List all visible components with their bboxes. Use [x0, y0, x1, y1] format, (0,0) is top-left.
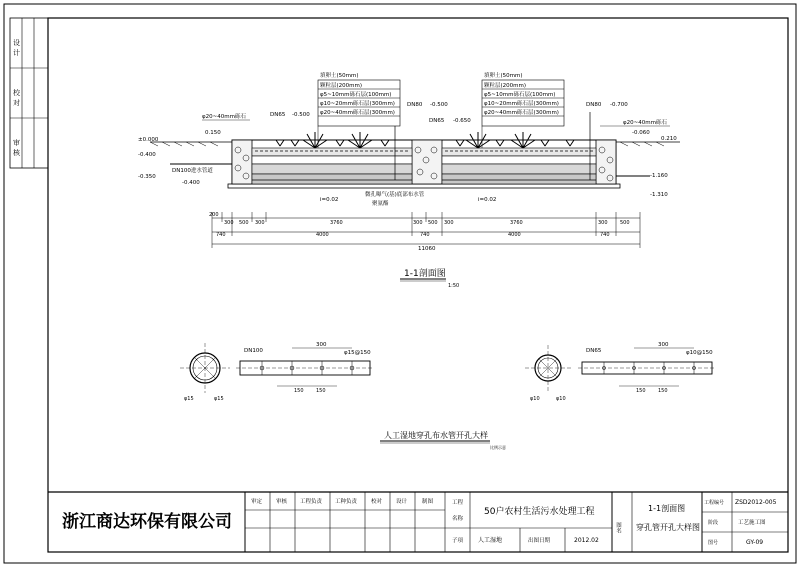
dim-label: 740 [216, 232, 226, 238]
date-label: 出图日期 [528, 538, 551, 544]
dim-label: 4000 [316, 232, 329, 238]
num-value: ZSD2012-005 [735, 499, 777, 506]
drawing-title-2: 穿孔管开孔大样图 [636, 523, 700, 532]
detail-title: 人工湿地穿孔布水管开孔大样 [384, 431, 488, 440]
role-label: 工程负责 [300, 499, 323, 505]
dim-label: 300 [413, 220, 423, 226]
role-label: 制图 [422, 499, 434, 505]
elevation-label: ±0.000 [138, 137, 159, 143]
spacing-label: 300 [316, 342, 327, 348]
title-block [48, 492, 788, 552]
dim-label: 500 [239, 220, 249, 226]
elevation-label: -1.160 [650, 173, 668, 179]
sub-item: 人工湿地 [478, 537, 503, 544]
hole-callout: φ15 [214, 396, 224, 402]
spacing-label: 300 [658, 342, 669, 348]
layer-label: φ5~10mm砾石层(100mm) [484, 92, 556, 98]
pipe-size-label: DN65 [586, 348, 602, 354]
stage-label: 阶段 [708, 520, 719, 526]
elevation-label: 0.210 [661, 136, 677, 142]
hole-callout: φ10 [556, 396, 566, 402]
side-label: 审 [13, 139, 20, 147]
dim-label: 740 [600, 232, 610, 238]
layer-label: φ5~10mm砾石层(100mm) [320, 92, 392, 98]
layer-label: 颗粒层(200mm) [320, 83, 363, 89]
elevation-label: -0.500 [430, 102, 448, 108]
layer-label: φ10~20mm砾石层(300mm) [484, 101, 559, 107]
dim-total: 11060 [418, 246, 436, 252]
pipe-label-dn80-right: DN80 [586, 102, 602, 108]
drawing-title-1: 1-1剖面图 [648, 504, 686, 513]
side-strip [10, 18, 48, 168]
drawing-label: 图名 [615, 522, 621, 533]
layer-label: 填卵土(50mm) [320, 73, 359, 79]
side-label: 设 [13, 39, 20, 47]
dim-label: 500 [620, 220, 630, 226]
bottom-note-2: 聚氨酯 [372, 201, 389, 207]
role-label: 设计 [396, 499, 408, 505]
layer-label: 颗粒层(200mm) [484, 83, 527, 89]
role-label: 工种负责 [335, 499, 358, 505]
side-label: 核 [13, 149, 20, 157]
num-label: 工程编号 [704, 500, 725, 506]
gravel-label-right: φ20~40mm砾石 [623, 120, 667, 126]
dim-label: 500 [428, 220, 438, 226]
pipe-label-dn65-left: DN65 [270, 112, 286, 118]
stage-value: 工艺施工图 [738, 520, 766, 526]
pipe-label-dn80-left: DN80 [407, 102, 423, 108]
elevation-label: 0.150 [205, 130, 221, 136]
dim-label: 740 [420, 232, 430, 238]
role-label: 审核 [276, 499, 288, 505]
role-label: 校对 [371, 499, 383, 505]
dim-label: 300 [255, 220, 265, 226]
layer-legend-left [318, 71, 400, 148]
dim-label: 4000 [508, 232, 521, 238]
layer-label: φ20~40mm砾石层(300mm) [320, 110, 395, 116]
project-label: 名称 [452, 516, 464, 522]
dim-label: 300 [444, 220, 454, 226]
hole-callout: φ15 [184, 396, 194, 402]
sheet-label: 图号 [708, 540, 719, 546]
dim-label: 300 [598, 220, 608, 226]
project-label: 子项 [452, 538, 464, 544]
project-name: 50户农村生活污水处理工程 [484, 507, 595, 517]
dim-label: 200 [209, 212, 219, 218]
pipe-label-dn65-mid: DN65 [429, 118, 445, 124]
dim-label: 150 [294, 388, 304, 394]
dim-label: 3760 [330, 220, 343, 226]
elevation-label: -0.350 [138, 174, 156, 180]
hole-spec: φ15@150 [344, 350, 371, 356]
role-label: 审定 [251, 499, 263, 505]
date-value: 2012.02 [574, 537, 599, 544]
gravel-label-left: φ20~40mm砾石 [202, 114, 246, 120]
company-name: 浙江商达环保有限公司 [62, 512, 232, 532]
dim-label: 3760 [510, 220, 523, 226]
elevation-label: -0.060 [632, 130, 650, 136]
layer-label: φ10~20mm砾石层(300mm) [320, 101, 395, 107]
bottom-note: 微孔曝气(基)底部布水管 [365, 192, 425, 198]
elevation-label: -0.400 [182, 180, 200, 186]
hole-spec: φ10@150 [686, 350, 713, 356]
side-label: 校 [13, 89, 20, 97]
sheet-value: GY-09 [746, 539, 764, 546]
project-label: 工程 [452, 500, 464, 506]
dim-label: 150 [636, 388, 646, 394]
detail-right [525, 342, 716, 402]
elevation-label: -0.400 [138, 152, 156, 158]
slope-label: i=0.02 [478, 197, 497, 203]
dim-label: 150 [316, 388, 326, 394]
layer-label: 填卵土(50mm) [484, 73, 523, 79]
layer-label: φ20~40mm砾石层(300mm) [484, 110, 559, 116]
side-label: 计 [13, 49, 20, 57]
section-title: 1-1剖面图 [404, 269, 446, 279]
slope-label: i=0.02 [320, 197, 339, 203]
elevation-label: -0.500 [292, 112, 310, 118]
inlet-pipe-label: DN100进水管道 [172, 168, 213, 174]
section-drawing [138, 71, 680, 289]
dim-label: 300 [224, 220, 234, 226]
section-scale: 1:50 [448, 283, 460, 289]
dim-label: 150 [658, 388, 668, 394]
elevation-label: -0.700 [610, 102, 628, 108]
side-label: 对 [13, 99, 20, 107]
detail-left [180, 342, 374, 402]
pipe-size-label: DN100 [244, 348, 263, 354]
elevation-label: -0.650 [453, 118, 471, 124]
detail-scale: 比例示意 [490, 445, 506, 450]
inner-frame [48, 18, 788, 552]
hole-callout: φ10 [530, 396, 540, 402]
elevation-label: -1.310 [650, 192, 668, 198]
